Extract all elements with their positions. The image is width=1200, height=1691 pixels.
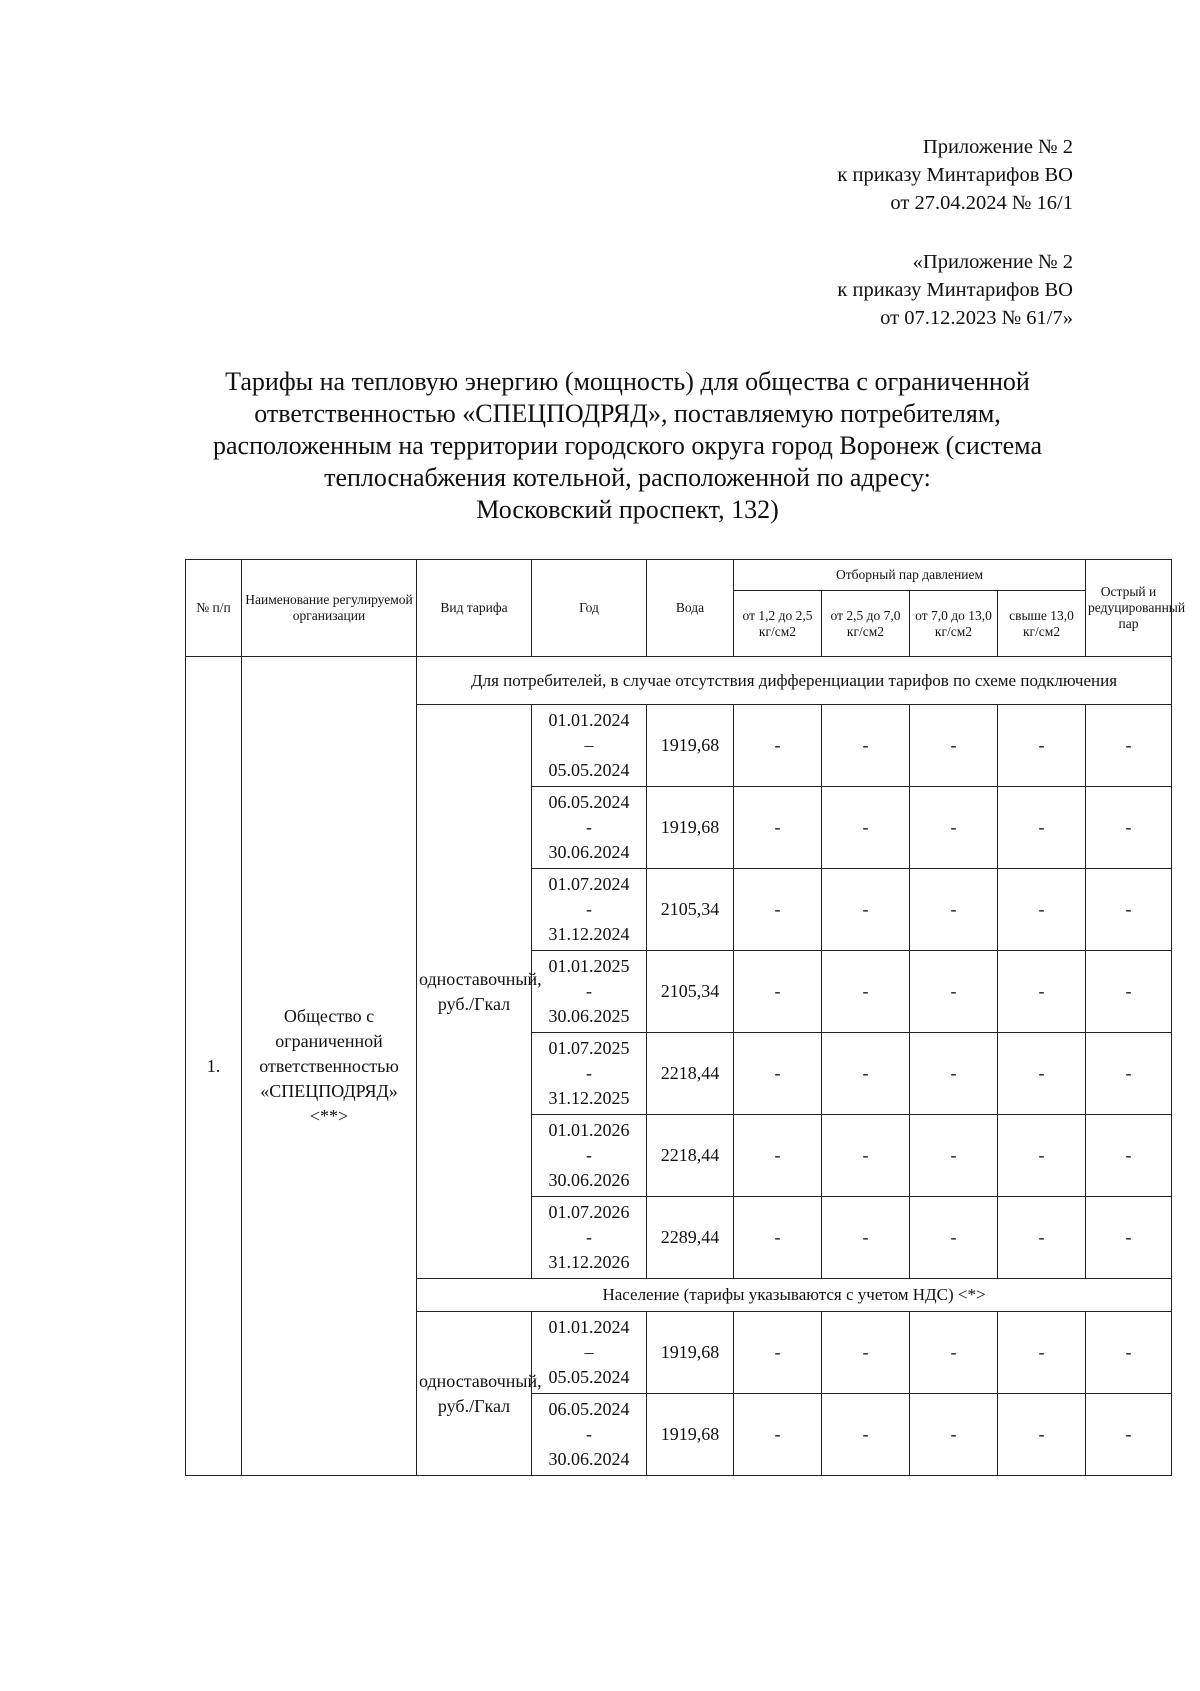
tariff-type: одноставочный, руб./Гкал xyxy=(417,705,532,1279)
empty-value: - xyxy=(734,1115,822,1197)
title-line: Тарифы на тепловую энергию (мощность) для общества с ограниченной xyxy=(225,367,1030,396)
appendix-previous xyxy=(837,248,1073,332)
empty-value: - xyxy=(822,951,910,1033)
empty-value: - xyxy=(1086,951,1172,1033)
empty-value: - xyxy=(998,951,1086,1033)
empty-value: - xyxy=(734,787,822,869)
water-value: 2105,34 xyxy=(647,951,734,1033)
empty-value: - xyxy=(734,1394,822,1476)
period-end: 05.05.2024 xyxy=(548,1367,630,1387)
empty-value: - xyxy=(910,869,998,951)
title-line: ответственностью «СПЕЦПОДРЯД», поставляемую потребителям, xyxy=(254,399,1001,428)
header-tariff-type: Вид тарифа xyxy=(417,560,532,657)
period-cell xyxy=(532,1115,647,1197)
title-line: теплоснабжения котельной, расположенной по адресу: xyxy=(324,463,931,492)
empty-value: - xyxy=(734,869,822,951)
header-pressure-1: от 1,2 до 2,5 кг/см2 xyxy=(734,591,822,657)
period-end: 30.06.2026 xyxy=(548,1170,630,1190)
empty-value: - xyxy=(910,1197,998,1279)
period-start: 01.01.2024 xyxy=(548,710,630,730)
organization-name: Общество с ограниченной ответственностью «СПЕЦПОДРЯД» <**> xyxy=(242,657,417,1476)
appendix-line: к приказу Минтарифов ВО xyxy=(837,164,1073,186)
period-sep: – xyxy=(584,735,594,755)
empty-value: - xyxy=(734,1033,822,1115)
header-org: Наименование регулируемой организации xyxy=(242,560,417,657)
header-pressure-3: от 7,0 до 13,0 кг/см2 xyxy=(910,591,998,657)
empty-value: - xyxy=(910,705,998,787)
period-cell xyxy=(532,705,647,787)
empty-value: - xyxy=(734,951,822,1033)
header-pressure-4: свыше 13,0 кг/см2 xyxy=(998,591,1086,657)
empty-value: - xyxy=(998,869,1086,951)
appendix-current xyxy=(837,133,1073,217)
row-number: 1. xyxy=(186,657,242,1476)
empty-value: - xyxy=(998,1312,1086,1394)
period-start: 01.07.2025 xyxy=(548,1038,630,1058)
water-value: 2218,44 xyxy=(647,1033,734,1115)
empty-value: - xyxy=(822,1197,910,1279)
period-start: 01.07.2024 xyxy=(548,874,630,894)
empty-value: - xyxy=(822,787,910,869)
period-sep: – xyxy=(584,1342,594,1362)
empty-value: - xyxy=(998,1394,1086,1476)
header-pressure-2: от 2,5 до 7,0 кг/см2 xyxy=(822,591,910,657)
empty-value: - xyxy=(1086,869,1172,951)
period-cell xyxy=(532,1197,647,1279)
empty-value: - xyxy=(910,787,998,869)
empty-value: - xyxy=(734,705,822,787)
period-sep: - xyxy=(586,1063,592,1083)
empty-value: - xyxy=(1086,1033,1172,1115)
water-value: 2218,44 xyxy=(647,1115,734,1197)
period-end: 31.12.2024 xyxy=(548,924,630,944)
appendix-line: «Приложение № 2 xyxy=(912,251,1073,273)
title-line: Московский проспект, 132) xyxy=(476,495,779,524)
period-start: 06.05.2024 xyxy=(548,792,630,812)
period-start: 06.05.2024 xyxy=(548,1399,630,1419)
empty-value: - xyxy=(1086,1197,1172,1279)
period-start: 01.01.2024 xyxy=(548,1317,630,1337)
empty-value: - xyxy=(910,1312,998,1394)
period-end: 05.05.2024 xyxy=(548,760,630,780)
section-title: Население (тарифы указываются с учетом НДС) <*> xyxy=(417,1279,1172,1312)
period-sep: - xyxy=(586,817,592,837)
period-end: 30.06.2024 xyxy=(548,1449,630,1469)
empty-value: - xyxy=(822,1312,910,1394)
empty-value: - xyxy=(822,1115,910,1197)
period-cell xyxy=(532,951,647,1033)
period-cell xyxy=(532,1033,647,1115)
period-end: 31.12.2026 xyxy=(548,1252,630,1272)
empty-value: - xyxy=(998,1197,1086,1279)
empty-value: - xyxy=(910,1394,998,1476)
tariff-type: одноставочный, руб./Гкал xyxy=(417,1312,532,1476)
section-title: Для потребителей, в случае отсутствия дифференциации тарифов по схеме подключения xyxy=(417,657,1172,705)
empty-value: - xyxy=(998,1033,1086,1115)
empty-value: - xyxy=(998,1115,1086,1197)
empty-value: - xyxy=(1086,705,1172,787)
empty-value: - xyxy=(998,787,1086,869)
empty-value: - xyxy=(1086,787,1172,869)
document-title xyxy=(170,366,1085,526)
tariff-table-body xyxy=(186,657,1172,1476)
appendix-line: от 27.04.2024 № 16/1 xyxy=(890,192,1073,214)
empty-value: - xyxy=(1086,1312,1172,1394)
period-sep: - xyxy=(586,1145,592,1165)
water-value: 2289,44 xyxy=(647,1197,734,1279)
water-value: 1919,68 xyxy=(647,1312,734,1394)
period-sep: - xyxy=(586,1227,592,1247)
title-line: расположенным на территории городского округа город Воронеж (система xyxy=(213,431,1042,460)
water-value: 2105,34 xyxy=(647,869,734,951)
period-sep: - xyxy=(586,981,592,1001)
empty-value: - xyxy=(1086,1394,1172,1476)
empty-value: - xyxy=(998,705,1086,787)
water-value: 1919,68 xyxy=(647,705,734,787)
empty-value: - xyxy=(910,1115,998,1197)
period-end: 30.06.2025 xyxy=(548,1006,630,1026)
period-start: 01.07.2026 xyxy=(548,1202,630,1222)
empty-value: - xyxy=(822,869,910,951)
period-start: 01.01.2025 xyxy=(548,956,630,976)
period-cell xyxy=(532,787,647,869)
header-steam-group: Отборный пар давлением xyxy=(734,560,1086,591)
empty-value: - xyxy=(910,1033,998,1115)
header-water: Вода xyxy=(647,560,734,657)
empty-value: - xyxy=(1086,1115,1172,1197)
empty-value: - xyxy=(734,1312,822,1394)
appendix-line: Приложение № 2 xyxy=(922,136,1073,158)
period-sep: - xyxy=(586,1424,592,1444)
period-cell xyxy=(532,869,647,951)
empty-value: - xyxy=(734,1197,822,1279)
header-year: Год xyxy=(532,560,647,657)
section-row xyxy=(186,657,1172,705)
empty-value: - xyxy=(822,1033,910,1115)
appendix-line: от 07.12.2023 № 61/7» xyxy=(880,307,1073,329)
header-num: № п/п xyxy=(186,560,242,657)
period-start: 01.01.2026 xyxy=(548,1120,630,1140)
period-cell xyxy=(532,1394,647,1476)
period-end: 30.06.2024 xyxy=(548,842,630,862)
water-value: 1919,68 xyxy=(647,787,734,869)
period-end: 31.12.2025 xyxy=(548,1088,630,1108)
empty-value: - xyxy=(822,705,910,787)
header-sharp-steam: Острый и редуцированный пар xyxy=(1086,560,1172,657)
period-sep: - xyxy=(586,899,592,919)
water-value: 1919,68 xyxy=(647,1394,734,1476)
period-cell xyxy=(532,1312,647,1394)
empty-value: - xyxy=(910,951,998,1033)
empty-value: - xyxy=(822,1394,910,1476)
appendix-line: к приказу Минтарифов ВО xyxy=(837,279,1073,301)
tariff-table xyxy=(185,559,1186,1476)
